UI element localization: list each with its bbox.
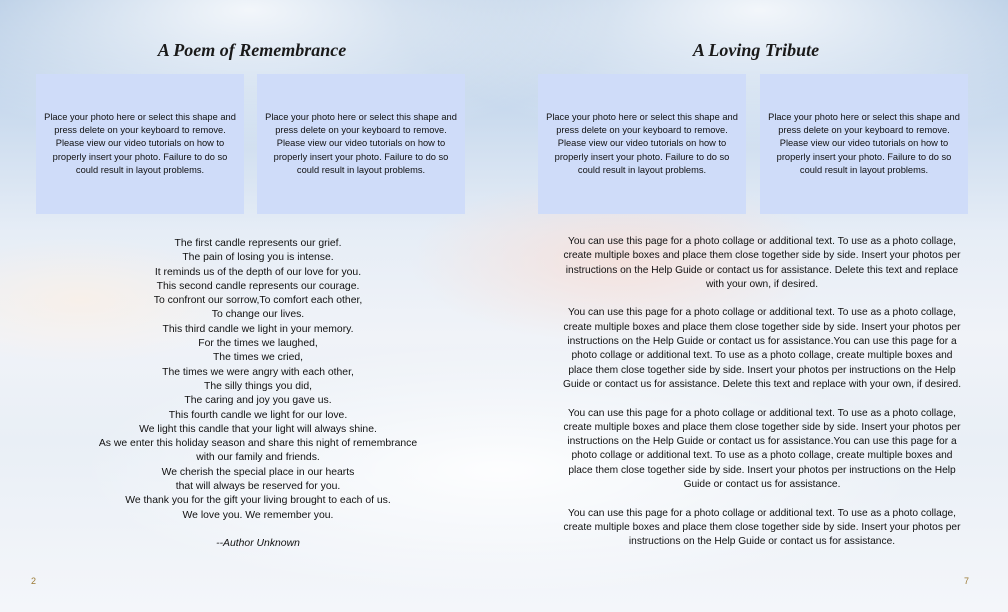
photo-placeholder[interactable] — [538, 74, 746, 214]
tribute-text — [558, 235, 966, 564]
poem-line: We cherish the special place in our hearts — [161, 466, 355, 478]
poem-line: with our family and friends. — [196, 452, 320, 464]
photo-placeholder-text: Place your photo here or select this shape and press delete on your keyboard to remove. Please view our video tutorials on how to properly insert your photo. Failure to do so could result in layout problems. — [546, 111, 738, 175]
photo-placeholder[interactable] — [760, 74, 968, 214]
poem-line: We love you. We remember you. — [182, 509, 334, 521]
poem-line: We light this candle that your light will always shine. — [139, 423, 377, 435]
poem-line: The first candle represents our grief. — [174, 238, 342, 249]
poem-text — [58, 237, 458, 551]
page-number: 7 — [964, 576, 970, 586]
poem-line: The caring and joy you gave us. — [184, 395, 332, 407]
right-page — [504, 0, 1008, 612]
page-number: 2 — [31, 576, 37, 586]
page-title: A Poem of Remembrance — [157, 40, 347, 60]
photo-placeholder-text: Place your photo here or select this shape and press delete on your keyboard to remove. Please view our video tutorials on how to properly insert your photo. Failure to do so could result in layout problems. — [265, 111, 457, 175]
tribute-paragraph: You can use this page for a photo collage or additional text. To use as a photo collage, create multiple boxes and place them close together side by side. Insert your photos per instructions on the Help Guide or contact us for assistance. — [563, 507, 961, 548]
page-title: A Loving Tribute — [692, 40, 820, 60]
poem-line: As we enter this holiday season and share this night of remembrance — [98, 438, 418, 450]
photo-placeholder[interactable] — [36, 74, 244, 214]
poem-line: This third candle we light in your memory. — [162, 323, 354, 335]
poem-line: For the times we laughed, — [198, 338, 318, 350]
poem-line: that will always be reserved for you. — [175, 481, 341, 493]
poem-line: The pain of losing you is intense. — [182, 252, 334, 264]
photo-placeholder-text: Place your photo here or select this shape and press delete on your keyboard to remove. Please view our video tutorials on how to properly insert your photo. Failure to do so could result in layout problems. — [44, 111, 236, 175]
poem-line: This second candle represents our courage. — [156, 280, 360, 292]
poem-line: It reminds us of the depth of our love for you. — [154, 266, 362, 278]
poem-line: The times we were angry with each other, — [162, 366, 354, 378]
poem-line: We thank you for the gift your living brought to each of us. — [125, 495, 391, 507]
photo-placeholder-text: Place your photo here or select this shape and press delete on your keyboard to remove. Please view our video tutorials on how to properly insert your photo. Failure to do so could result in layout problems. — [768, 111, 960, 175]
poem-line: This fourth candle we light for our love. — [168, 409, 348, 421]
poem-line: To confront our sorrow,To comfort each other, — [153, 295, 363, 307]
poem-line: The silly things you did, — [203, 380, 312, 392]
tribute-paragraph: You can use this page for a photo collage or additional text. To use as a photo collage, create multiple boxes and place them close together side by side. Insert your photos per instructions on the Help Guide or contact us for assistance.You can use this page for a photo collage or additional text. To use as a photo collage, create multiple boxes and place them close together side by side. Insert your photos per instructions on the Help Guide or contact us for assistance. — [563, 407, 961, 491]
poem-line: The times we cried, — [212, 352, 304, 364]
tribute-paragraph: You can use this page for a photo collage or additional text. To use as a photo collage, create multiple boxes and place them close together side by side. Insert your photos per instructions on the Help Guide or contact us for assistance. Delete this text and replace with your own, if desired. — [563, 236, 961, 290]
tribute-paragraph: You can use this page for a photo collage or additional text. To use as a photo collage, create multiple boxes and place them close together side by side. Insert your photos per instructions on the Help Guide or contact us for assistance.You can use this page for a photo collage or additional text. To use as a photo collage, create multiple boxes and place them close together side by side. Insert your photos per instructions on the Help Guide or contact us for assistance. Delete this text and replace with your own, if desired. — [562, 307, 962, 390]
poem-author: --Author Unknown — [216, 537, 300, 549]
photo-placeholder[interactable] — [257, 74, 465, 214]
poem-line: To change our lives. — [211, 309, 305, 321]
